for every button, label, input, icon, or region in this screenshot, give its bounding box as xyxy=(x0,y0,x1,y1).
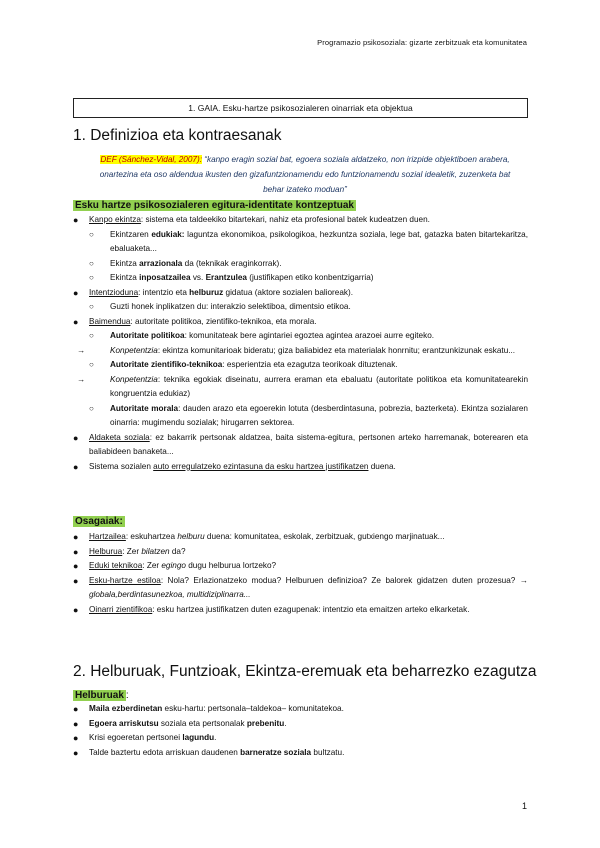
helburuak-heading: Helburuak : xyxy=(75,690,129,701)
list-item: ● Egoera arriskutsu soziala eta pertsonalak prebenitu. xyxy=(73,717,528,732)
concepts-subheading xyxy=(73,195,356,213)
list-item: ● Oinarri zientifikoa: esku hartzea justifikatzen duten ezagupenak: intentzio eta emaitzen arteko elkarketak. xyxy=(73,603,528,618)
bullet-icon: ● xyxy=(73,432,79,443)
bullet-icon: ● xyxy=(73,287,79,298)
list-item: ● Talde baztertu edota arriskuan daudenen barneratze soziala bultzatu. xyxy=(73,746,528,761)
helburuak-heading-text: Helburuak xyxy=(75,690,124,701)
arrow-right-icon: → xyxy=(77,345,86,355)
topic-title-box xyxy=(73,98,528,118)
list-item: ● Aldaketa soziala: ez bakarrik pertsonak aldatzea, baita sistema-egitura, pertsonen arteko harremanak, boterearen eta baliabideen banaketa... xyxy=(73,432,529,456)
hollow-bullet-icon: ○ xyxy=(89,403,94,413)
list-item: ● Maila ezberdinetan esku-hartu: pertsonala–taldekoa– komunitatekoa. xyxy=(73,702,528,717)
list-item: ○ Autoritate politikoa: komunitateak bere agintariei egoztea agintea arazoei aurre egiteko. xyxy=(73,329,528,344)
bullet-icon: ● xyxy=(73,733,79,743)
bullet-icon: ● xyxy=(73,561,79,571)
bullet-icon: ● xyxy=(73,546,79,557)
hollow-bullet-icon: ○ xyxy=(89,273,94,282)
list-item: → Konpetentzia: teknika egokiak diseinatu, aurrera eraman eta ebaluatu (autoritate politikoa eta komunitatearekin kongruentzia edukiaz) xyxy=(77,374,528,398)
arrow-right-icon: → xyxy=(77,374,86,384)
list-item: ● Krisi egoeretan pertsonei lagundu. xyxy=(73,731,528,746)
list-item: ● Helburua: Zer bilatzen da? xyxy=(73,545,528,560)
concepts-list xyxy=(73,213,528,474)
page-number: 1 xyxy=(521,801,527,811)
osagaiak-heading-text: Osagaiak: xyxy=(75,516,123,527)
hollow-bullet-icon: ○ xyxy=(89,258,94,268)
list-item: ● Intentzioduna: intentzio eta helburuz gidatua (aktore sozialen balioreak). xyxy=(73,286,528,301)
list-item: ● Hartzailea: eskuhartzea helburu duena: komunitatea, eskolak, zerbitzuak, gutxiengo marjinatuak... xyxy=(73,530,528,545)
list-item: ● Eduki teknikoa: Zer egingo dugu helburua lortzeko? xyxy=(73,559,528,574)
bullet-icon: ● xyxy=(73,718,79,729)
bullet-icon: ● xyxy=(73,575,79,586)
bullet-icon: ● xyxy=(73,215,79,225)
bullet-icon: ● xyxy=(73,604,79,615)
concepts-subheading-text: Esku hartze psikosozialeren egitura-identitate kontzeptuak xyxy=(75,200,354,211)
hollow-bullet-icon: ○ xyxy=(89,360,94,369)
list-item: ○ Autoritate morala: dauden arazo eta egoerekin lotuta (desberdintasuna, pobrezia, bazterketa). Ekintza sozialaren oinarria: mugimendu sozialak; hirugarren sektorea. xyxy=(89,403,528,427)
list-item: ● Sistema sozialen auto erregulatzeko ezintasuna da esku hartzea justifikatzen duena. xyxy=(73,460,528,475)
list-item: ● Baimendua: autoritate politikoa, zientifiko-teknikoa, eta morala. xyxy=(73,315,528,330)
hollow-bullet-icon: ○ xyxy=(89,331,94,340)
list-item: ○ Autoritate zientifiko-teknikoa: esperientzia eta ezagutza teorikoak dituztenak. xyxy=(73,358,528,373)
section-2-heading: 2. Helburuak, Funtzioak, Ekintza-eremuak eta beharrezko ezagutza xyxy=(73,663,537,680)
list-item: ○ Ekintzaren edukiak: laguntza ekonomikoa, psikologikoa, hezkuntza soziala, lege bat, gatazka baten bitartekaritza, ebaluaketa... xyxy=(89,229,528,253)
hollow-bullet-icon: ○ xyxy=(89,229,94,239)
list-item: ● Esku-hartze estiloa: Nola? Erlazionatzeko modua? Helburuen definizioa? Ze balorek gidatzen duten prozesua? → globala,berdintasunezkoa, multidiziplinarra... xyxy=(73,575,528,599)
bullet-icon: ● xyxy=(73,316,79,327)
list-item: ○ Ekintza inposatzailea vs. Erantzulea (justifikapen etiko konbentzigarria) xyxy=(73,271,528,286)
section-1-heading: 1. Definizioa eta kontraesanak xyxy=(73,127,282,144)
bullet-icon: ● xyxy=(73,532,79,542)
definition-quote xyxy=(95,152,515,197)
bullet-icon: ● xyxy=(73,704,79,714)
hollow-bullet-icon: ○ xyxy=(89,302,94,311)
arrow-right-icon: → xyxy=(519,575,528,585)
list-item: ● Kanpo ekintza: sistema eta taldeekiko bitartekari, nahiz eta profesional batek kudeatzen duen. xyxy=(73,213,528,228)
osagaiak-list xyxy=(73,530,528,617)
definition-text: “kanpo eragin sozial bat, egoera soziala aldatzeko, non irizpide objektiboen arabera, onartezina eta oso aldendua ikusten den gizafuntzionamendu edo funtzionamendu sozial idealetik, zuzenketa bat behar izateko moduan” xyxy=(99,155,511,194)
definition-source: DEF (Sánchez-Vidal, 2007): xyxy=(100,155,202,164)
list-item: ○ Guzti honek inplikatzen du: interakzio selektiboa, dimentsio etikoa. xyxy=(73,300,528,315)
topic-title: 1. GAIA. Esku-hartze psikosozialeren oinarriak eta objektua xyxy=(188,103,413,113)
running-header: Programazio psikosoziala: gizarte zerbitzuak eta komunitatea xyxy=(317,38,527,47)
osagaiak-heading xyxy=(73,511,125,529)
list-item: → Konpetentzia: ekintza komunitarioak bideratu; giza baliabidez eta materialak honrnitu; erantzunkizunak eskatu... xyxy=(73,344,528,359)
bullet-icon: ● xyxy=(73,461,79,472)
helburuak-list xyxy=(73,702,528,760)
list-item: ○ Ekintza arrazionala da (teknikak eraginkorrak). xyxy=(73,257,528,272)
bullet-icon: ● xyxy=(73,747,79,758)
